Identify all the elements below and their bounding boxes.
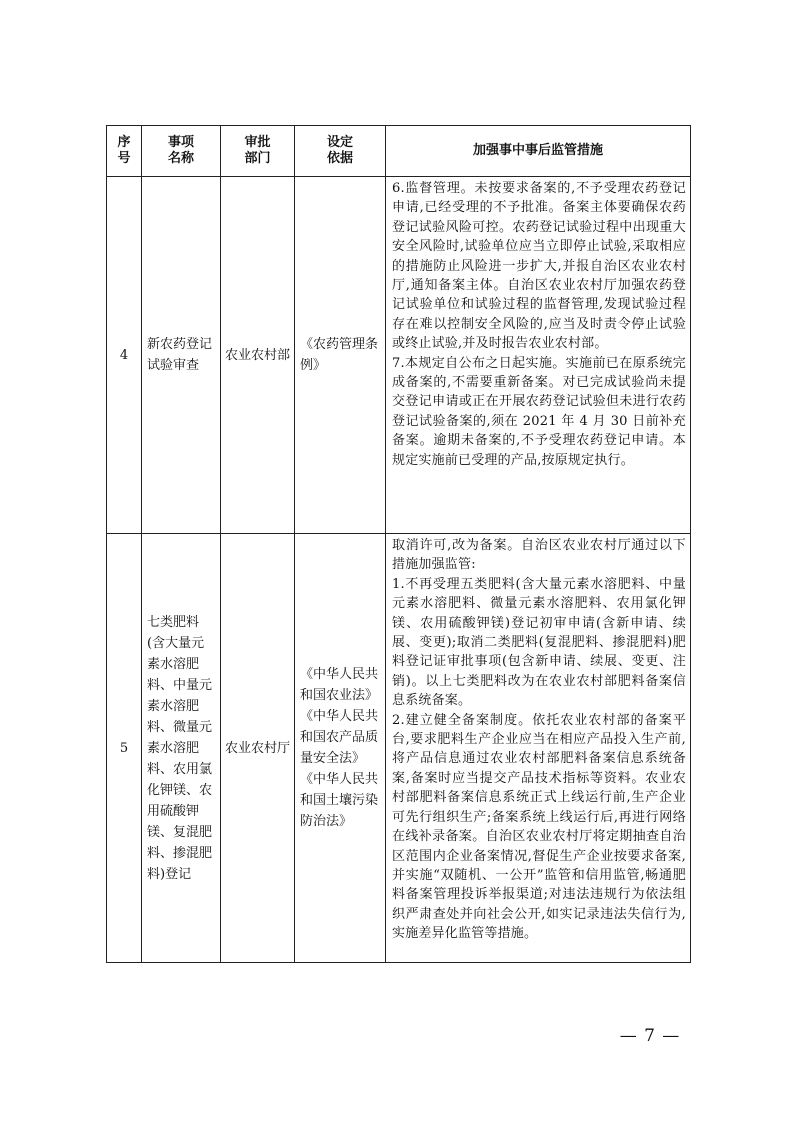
table-row	[107, 177, 691, 534]
row-measures	[386, 534, 691, 963]
row-item-name: 新农药登记试验审查	[142, 177, 221, 534]
table-header-row	[107, 126, 691, 177]
page-number: — 7 —	[619, 1026, 681, 1046]
measure-paragraph: 取消许可,改为备案。自治区农业农村厅通过以下措施加强监管:	[392, 538, 686, 573]
measure-paragraph: 6.监督管理。未按要求备案的,不予受理农药登记申请,已经受理的不予批准。备案主体要确保农药登记试验风险可控。农药登记试验过程中出现重大安全风险时,试验单位应当立即停止试验,采取相应的措施防止风险进一步扩大,并报自治区农业农村厅,通知备案主体。自治区农业农村厅加强农药登记试验单位和试验过程的监督管理,发现试验过程存在难以控制安全风险的,应当及时责令停止试验或终止试验,并及时报告农业农村部。	[392, 181, 686, 352]
row-seq: 5	[107, 534, 142, 963]
row-item-name: 七类肥料(含大量元素水溶肥料、中量元素水溶肥料、微量元素水溶肥料、农用氯化钾镁、农用硫酸钾镁、复混肥料、掺混肥料)登记	[142, 534, 221, 963]
row-seq: 4	[107, 177, 142, 534]
row-dept: 农业农村部	[221, 177, 295, 534]
measure-paragraph: 2.建立健全备案制度。依托农业农村部的备案平台,要求肥料生产企业应当在相应产品投入生产前,将产品信息通过农业农村部肥料备案信息系统备案,备案时应当提交产品技术指标等资料。农业农村部肥料备案信息系统正式上线运行前,生产企业可先行组织生产;备案系统上线运行后,再进行网络在线补录备案。自治区农业农村厅将定期抽查自治区范围内企业备案情况,督促生产企业按要求备案,并实施“双随机、一公开”监管和信用监管,畅通肥料备案管理投诉举报渠道;对违法违规行为依法组织严肃查处并向社会公开,如实记录违法失信行为,实施差异化监管等措施。	[392, 712, 686, 942]
header-approval-dept: 审批 部门	[221, 126, 295, 177]
table-row	[107, 534, 691, 963]
header-item-name: 事项 名称	[142, 126, 221, 177]
row-dept: 农业农村厅	[221, 534, 295, 963]
row-measures	[386, 177, 691, 534]
row-basis: 《农药管理条例》	[295, 177, 386, 534]
header-legal-basis: 设定 依据	[295, 126, 386, 177]
header-seq: 序 号	[107, 126, 142, 177]
row-basis: 《中华人民共和国农业法》《中华人民共和国农产品质量安全法》《中华人民共和国土壤污染防治法》	[295, 534, 386, 963]
measure-paragraph: 1.不再受理五类肥料(含大量元素水溶肥料、中量元素水溶肥料、微量元素水溶肥料、农用氯化钾镁、农用硫酸钾镁)登记初审申请(含新申请、续展、变更);取消二类肥料(复混肥料、掺混肥料)肥料登记证审批事项(包含新申请、续展、变更、注销)。以上七类肥料改为在农业农村部肥料备案信息系统备案。	[392, 576, 686, 709]
regulation-table	[106, 125, 691, 963]
measure-paragraph: 7.本规定自公布之日起实施。实施前已在原系统完成备案的,不需要重新备案。对已完成试验尚未提交登记申请或正在开展农药登记试验但未进行农药登记试验备案的,须在 2021 年 4 月 30 日前补充备案。逾期未备案的,不予受理农药登记申请。本规定实施前已受理的产品,按原规定执行。	[392, 355, 686, 468]
header-supervision-measures: 加强事中事后监管措施	[386, 126, 691, 177]
